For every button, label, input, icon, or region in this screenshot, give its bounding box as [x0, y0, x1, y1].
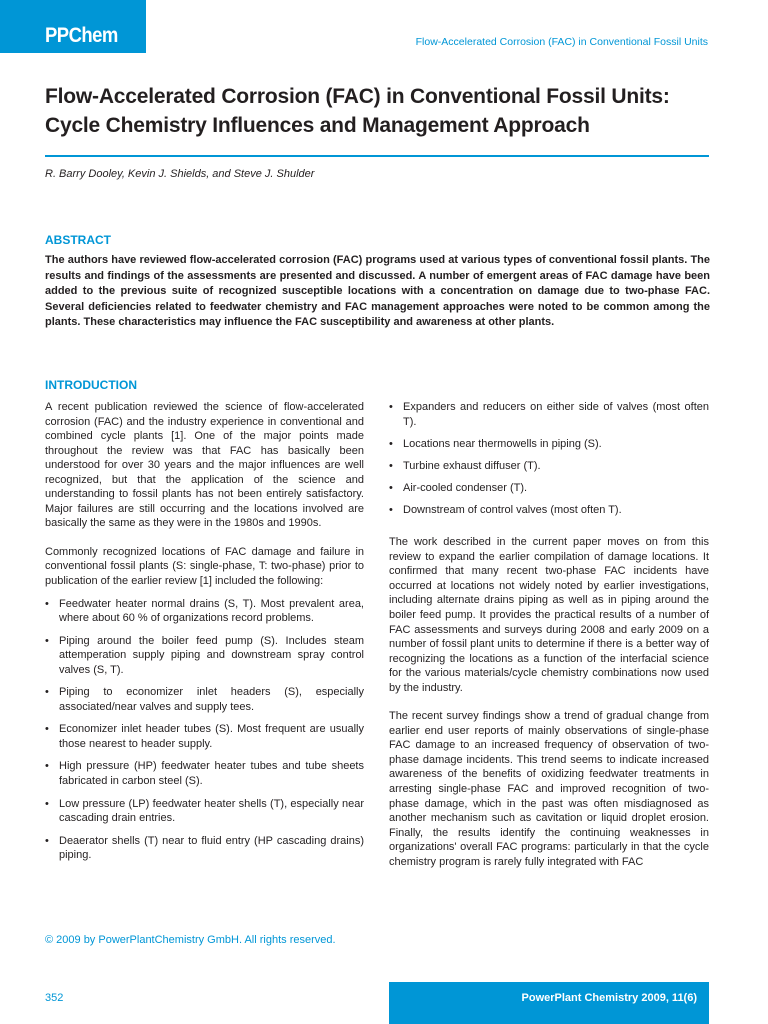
journal-logo-box: [0, 0, 146, 53]
list-item: • Economizer inlet header tubes (S). Most frequent are usually those nearest to header supply.: [45, 723, 364, 750]
damage-locations-list: [45, 597, 364, 863]
article-title-line-2: Cycle Chemistry Influences and Management Approach: [45, 114, 590, 137]
bullet-icon: •: [45, 834, 49, 847]
abstract-text: The authors have reviewed flow-accelerated corrosion (FAC) programs used at various types of conventional fossil plants. The results and findings of the assessments are presented and discussed. A number of emergent areas of FAC damage have been added to the previous suite of recognized susceptible locations with a concentration on damage due to two-phase FAC. Several deficiencies related to feedwater chemistry and FAC management approaches were noted to be common among the plants. These characteristics may influence the FAC susceptibility and awareness at other plants.: [45, 254, 710, 329]
list-item: • Air-cooled condenser (T).: [389, 481, 528, 494]
page-number: 352: [45, 992, 64, 1004]
title-divider: [45, 155, 709, 157]
author-list: R. Barry Dooley, Kevin J. Shields, and Steve J. Shulder: [45, 168, 315, 180]
bullet-icon: •: [389, 503, 393, 516]
bullet-icon: •: [45, 686, 49, 699]
list-item: • Piping to economizer inlet headers (S), especially associated/near valves and supply tees.: [45, 686, 364, 713]
running-header: Flow-Accelerated Corrosion (FAC) in Conventional Fossil Units: [415, 36, 708, 48]
list-item: • Feedwater heater normal drains (S, T). Most prevalent area, where about 60 % of organizations record problems.: [45, 597, 364, 625]
journal-footer-box: [389, 982, 709, 1024]
intro-paragraph-1: A recent publication reviewed the science of flow-accelerated corrosion (FAC) and the industry experience in conventional and combined cycle plants [1]. One of the major points made throughout the review was that FAC has basically been understood for over 30 years and the major influences are well recognized, but that the application of the science and understanding to fossil plants has not been entirely satisfactory. Major failures are still occurring and the locations involved are basically the same as they were in the 1980s and 1990s.: [45, 401, 364, 530]
list-item: • Turbine exhaust diffuser (T).: [389, 459, 541, 472]
bullet-icon: •: [389, 459, 393, 472]
introduction-heading: INTRODUCTION: [45, 378, 137, 392]
bullet-icon: •: [45, 797, 49, 810]
right-column: [389, 400, 709, 883]
bullet-icon: •: [45, 723, 49, 736]
bullet-icon: •: [45, 760, 49, 773]
article-title-line-1: Flow-Accelerated Corrosion (FAC) in Conventional Fossil Units:: [45, 85, 670, 108]
copyright-notice: © 2009 by PowerPlantChemistry GmbH. All rights reserved.: [45, 934, 336, 946]
damage-locations-list-continued: [389, 400, 709, 517]
article-title: [45, 82, 725, 140]
left-column: [45, 400, 364, 871]
bullet-icon: •: [45, 634, 49, 647]
intro-paragraph-2: Commonly recognized locations of FAC damage and failure in conventional fossil plants (S: single-phase, T: two-phase) prior to publication of the earlier review [1] included the following:: [45, 545, 364, 588]
journal-logo: PPChem: [45, 24, 118, 47]
list-item: • Deaerator shells (T) near to fluid entry (HP cascading drains) piping.: [45, 834, 364, 862]
bullet-icon: •: [45, 597, 49, 610]
list-item: • High pressure (HP) feedwater heater tubes and tube sheets fabricated in carbon steel (S).: [45, 760, 364, 788]
abstract-heading: ABSTRACT: [45, 233, 111, 247]
list-item: • Piping around the boiler feed pump (S). Includes steam attemperation supply piping and downstream spray control valves (S, T).: [45, 634, 364, 676]
list-item: • Expanders and reducers on either side of valves (most often T).: [389, 401, 709, 428]
bullet-icon: •: [389, 481, 393, 494]
list-item: • Low pressure (LP) feedwater heater shells (T), especially near cascading drain entries.: [45, 797, 364, 825]
intro-paragraph-3: The work described in the current paper moves on from this review to expand the earlier compilation of damage locations. It confirmed that many recent two-phase FAC incidents have occurred at locations not widely noted by earlier investigations, including alternate drains piping as well as in piping around the boiler feed pump. It provides the practical results of a number of FAC assessments and surveys during 2008 and early 2009 on a number of fossil plant units to determine if there is a better way of recognizing the locations as a function of the interfacial science for the various materials/cycle chemistry combinations now used by the industry.: [389, 536, 709, 694]
intro-paragraph-4: The recent survey findings show a trend of gradual change from earlier end user reports of mainly observations of single-phase FAC damage to an increased frequency of observation of two-phase damage incidents. This trend seems to indicate increased awareness of the benefits of oxidizing feedwater treatments in arresting single-phase FAC and improved recognition of two-phase damage, which in the past was often misdiagnosed as another mechanism such as cavitation or liquid droplet erosion. Finally, the results identify the continuing weaknesses in organizations' overall FAC programs: particularly in that the cycle chemistry program is rarely fully integrated with FAC: [389, 710, 709, 868]
journal-citation: PowerPlant Chemistry 2009, 11(6): [521, 992, 697, 1004]
bullet-icon: •: [389, 401, 393, 413]
bullet-icon: •: [389, 437, 393, 450]
list-item: • Locations near thermowells in piping (S).: [389, 437, 602, 450]
list-item: • Downstream of control valves (most often T).: [389, 503, 622, 516]
